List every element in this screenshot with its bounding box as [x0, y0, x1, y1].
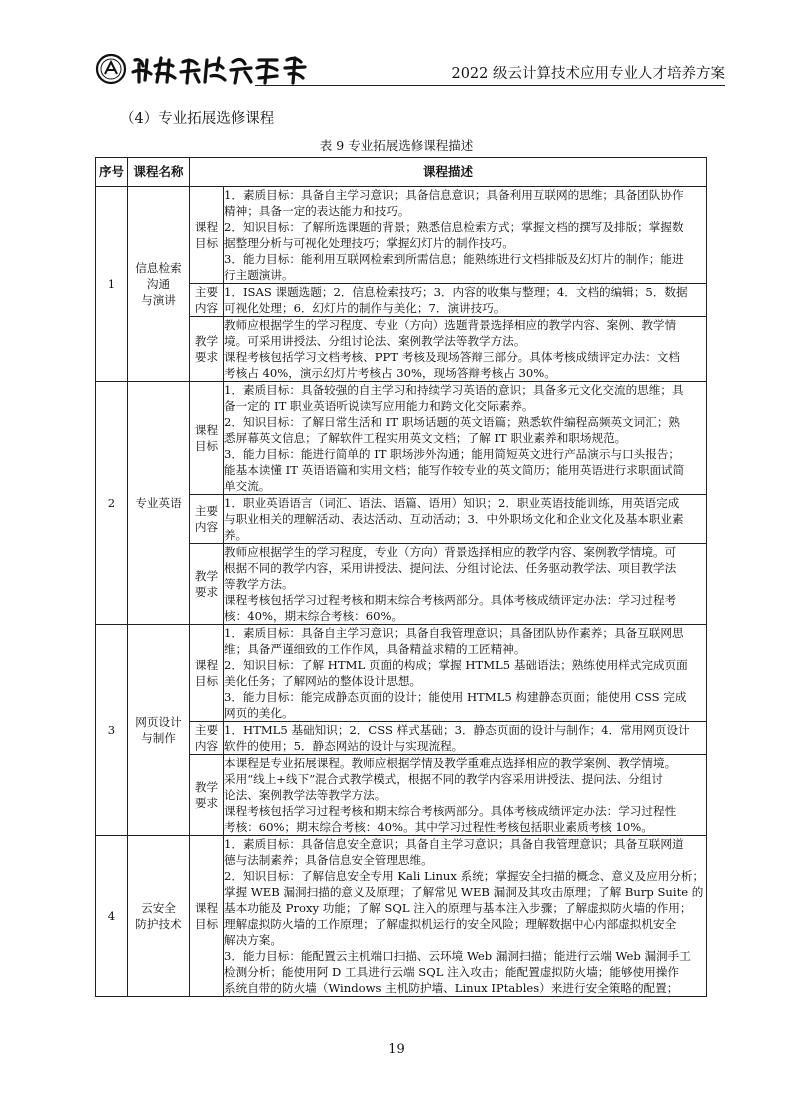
course-name-line: 沟通 — [146, 277, 171, 291]
section-label-line: 内容 — [194, 739, 219, 753]
description-line: 2．知识目标：了解信息安全专用 Kali Linux 系统；掌握安全扫描的概念、意义及应用分析； — [224, 869, 705, 883]
description-line: 能基本读懂 IT 英语语篇和实用文档；能写作较专业的英文简历；能用英语进行求职面试简 — [224, 463, 685, 477]
section-description — [224, 284, 707, 317]
description-line: 核：40%，期末综合考核：60%。 — [224, 609, 404, 623]
description-line: 本课程是专业拓展课程。教师应根据学情及教学重难点选择相应的教学案例、教学情境。 — [224, 756, 677, 770]
section-description — [224, 317, 707, 382]
table-row — [96, 836, 707, 997]
section-label-line: 目标 — [194, 439, 219, 453]
section-description — [224, 625, 707, 722]
course-name-line: 防护技术 — [135, 917, 182, 931]
description-line: 根据不同的教学内容，采用讲授法、提问法、分组讨论法、任务驱动教学法、项目教学法 — [224, 561, 677, 575]
section-label — [190, 625, 224, 722]
description-line: 2．知识目标：了解所选课题的背景；熟悉信息检索方式；掌握文档的撰写及排版；掌握数 — [224, 220, 684, 234]
section-label — [190, 187, 224, 284]
description-line: 考核占 40%，演示幻灯片考核占 30%，现场答辩考核占 30%。 — [224, 366, 556, 380]
section-label — [190, 382, 224, 495]
section-label-line: 主要 — [194, 285, 219, 299]
description-line: 1．素质目标：具备自主学习意识；具备自我管理意识；具备团队协作素养；具备互联网思 — [224, 626, 684, 640]
description-line: 3．能力目标：能进行简单的 IT 职场涉外沟通；能用简短英文进行产品演示与口头报告； — [224, 447, 681, 461]
description-line: 系统自带的防火墙（Windows 主机防护墙、Linux IPtables）来进行安全策略的配置； — [224, 981, 679, 995]
course-name — [128, 625, 190, 836]
description-line: 1．素质目标：具备较强的自主学习和持续学习英语的意识；具备多元文化交流的思维；具 — [224, 383, 684, 397]
section-description — [224, 495, 707, 544]
description-line: 行主题演讲。 — [224, 268, 294, 282]
description-line: 课程考核包括学习过程考核和期末综合考核两部分。具体考核成绩评定办法：学习过程考 — [224, 593, 677, 607]
description-line: 软件的使用；5．静态网站的设计与实现流程。 — [224, 739, 464, 753]
section-label-line: 目标 — [194, 236, 219, 250]
description-line: 解决方案。 — [224, 933, 282, 947]
section-label-line: 教学 — [194, 334, 219, 348]
description-line: 备一定的 IT 职业英语听说读写应用能力和跨文化交际素养。 — [224, 399, 534, 413]
section-label-line: 内容 — [194, 301, 219, 315]
section-description — [224, 544, 707, 625]
section-description — [224, 722, 707, 755]
course-name-line: 与制作 — [141, 731, 176, 745]
course-name-line: 专业英语 — [135, 496, 182, 510]
course-name-line: 网页设计 — [135, 715, 182, 729]
header-desc: 课程描述 — [190, 158, 707, 187]
description-line: 1．素质目标：具备自主学习意识；具备信息意识；具备利用互联网的思维；具备团队协作 — [224, 188, 684, 202]
description-line: 3．能力目标：能利用互联网检索到所需信息；能熟练进行文档排版及幻灯片的制作；能进 — [224, 252, 684, 266]
section-label-line: 要求 — [194, 350, 219, 364]
course-name-line: 云安全 — [141, 901, 176, 915]
section-label-line: 主要 — [194, 723, 219, 737]
section-description — [224, 755, 707, 836]
description-line: 1．HTML5 基础知识；2．CSS 样式基础；3．静态页面的设计与制作；4．常用网页设计 — [224, 723, 690, 737]
college-logo — [95, 52, 325, 86]
section-label — [190, 722, 224, 755]
page-number: 19 — [388, 1042, 405, 1057]
description-line: 1．ISAS 课题选题；2．信息检索技巧；3．内容的收集与整理；4．文档的编辑；5．数据 — [224, 285, 688, 299]
section-label-line: 目标 — [194, 917, 219, 931]
description-line: 教师应根据学生的学习程度，专业（方向）背景选择相应的教学内容、案例教学情境。可 — [224, 545, 677, 559]
description-line: 等教学方法。 — [224, 577, 294, 591]
description-line: 采用“线上+线下”混合式教学模式，根据不同的教学内容采用讲授法、提问法、分组讨 — [224, 772, 663, 786]
description-line: 单交流。 — [224, 479, 271, 493]
section-label-line: 教学 — [194, 780, 219, 794]
description-line: 美化任务；了解网站的整体设计思想。 — [224, 674, 422, 688]
course-name — [128, 836, 190, 997]
description-line: 境。可采用讲授法、分组讨论法、案例教学法等教学方法。 — [224, 334, 526, 348]
document-title: 2022 级云计算技术应用专业人才培养方案 — [451, 66, 725, 82]
description-line: 掌握 WEB 漏洞扫描的意义及原理；了解常见 WEB 漏洞及其攻击原理；了解 Burp Suite 的 — [224, 885, 704, 899]
course-description-table — [95, 157, 707, 997]
description-line: 基本功能及 Proxy 功能；了解 SQL 注入的原理与基本注入步骤；了解虚拟防火墙的作用； — [224, 901, 692, 915]
section-label — [190, 836, 224, 997]
course-name — [128, 187, 190, 382]
section-label — [190, 317, 224, 382]
course-number: 1 — [96, 187, 128, 382]
description-line: 网页的美化。 — [224, 706, 294, 720]
description-line: 悉屏幕英文信息；了解软件工程实用英文文档；了解 IT 职业素养和职场规范。 — [224, 431, 627, 445]
table-caption: 表 9 专业拓展选修课程描述 — [319, 138, 474, 153]
description-line: 3．能力目标：能配置云主机端口扫描、云环境 Web 漏洞扫描；能进行云端 Web 漏洞手工 — [224, 949, 691, 963]
table-header-row — [96, 158, 707, 187]
description-line: 据整理分析与可视化处理技巧；掌握幻灯片的制作技巧。 — [224, 236, 514, 250]
description-line: 可视化处理；6．幻灯片的制作与美化；7．演讲技巧。 — [224, 301, 506, 315]
description-line: 理解虚拟防火墙的工作原理；了解虚拟机运行的安全风险；理解数据中心内部虚拟机安全 — [224, 917, 677, 931]
description-line: 德与法制素养；具备信息安全管理思维。 — [224, 853, 433, 867]
description-line: 检测分析；能使用阿 D 工具进行云端 SQL 注入攻击；能配置虚拟防火墙；能够使用操作 — [224, 965, 679, 979]
section-label — [190, 544, 224, 625]
course-number: 4 — [96, 836, 128, 997]
course-name — [128, 382, 190, 625]
section-description — [224, 836, 707, 997]
description-line: 1．素质目标：具备信息安全意识；具备自主学习意识；具备自我管理意识；具备互联网道 — [224, 837, 684, 851]
description-line: 考核：60%；期末综合考核：40%。其中学习过程性考核包括职业素质考核 10%。 — [224, 820, 653, 834]
course-name-line: 与演讲 — [141, 293, 176, 307]
section-label-line: 课程 — [194, 658, 219, 672]
section-heading: （4）专业拓展选修课程 — [120, 111, 275, 127]
section-label — [190, 495, 224, 544]
section-label — [190, 755, 224, 836]
section-label-line: 内容 — [194, 520, 219, 534]
section-label-line: 教学 — [194, 569, 219, 583]
section-label-line: 课程 — [194, 901, 219, 915]
description-line: 精神；具备一定的表达能力和技巧。 — [224, 204, 410, 218]
section-label — [190, 284, 224, 317]
section-label-line: 主要 — [194, 504, 219, 518]
section-label-line: 课程 — [194, 423, 219, 437]
table-row — [96, 625, 707, 722]
table-body — [96, 187, 707, 997]
section-description — [224, 187, 707, 284]
description-line: 教师应根据学生的学习程度、专业（方向）选题背景选择相应的教学内容、案例、教学情 — [224, 318, 677, 332]
section-label-line: 要求 — [194, 796, 219, 810]
header-rule — [255, 85, 725, 86]
section-description — [224, 382, 707, 495]
header-name: 课程名称 — [128, 158, 190, 187]
course-number: 2 — [96, 382, 128, 625]
course-number: 3 — [96, 625, 128, 836]
description-line: 2．知识目标：了解日常生活和 IT 职场话题的英文语篇；熟悉软件编程高频英文词汇；熟 — [224, 415, 681, 429]
section-label-line: 课程 — [194, 220, 219, 234]
course-name-line: 信息检索 — [135, 261, 182, 275]
description-line: 1．职业英语语言（词汇、语法、语篇、语用）知识；2．职业英语技能训练，用英语完成 — [224, 496, 680, 510]
description-line: 与职业相关的理解活动、表达活动、互动活动；3．中外职场文化和企业文化及基本职业素 — [224, 512, 684, 526]
description-line: 论法、案例教学法等教学方法。 — [224, 788, 387, 802]
description-line: 课程考核包括学习过程考核和期末综合考核两部分。具体考核成绩评定办法：学习过程性 — [224, 804, 677, 818]
description-line: 3．能力目标：能完成静态页面的设计；能使用 HTML5 构建静态页面；能使用 CSS 完成 — [224, 690, 687, 704]
table-row — [96, 187, 707, 284]
description-line: 2．知识目标：了解 HTML 页面的构成；掌握 HTML5 基础语法；熟练使用样式完成页面 — [224, 658, 688, 672]
section-label-line: 要求 — [194, 585, 219, 599]
description-line: 课程考核包括学习文档考核、PPT 考核及现场答辩三部分。具体考核成绩评定办法：文档 — [224, 350, 680, 364]
description-line: 养。 — [224, 528, 248, 542]
description-line: 维；具备严谨细致的工作作风，具备精益求精的工匠精神。 — [224, 642, 526, 656]
header-num: 序号 — [96, 158, 128, 187]
section-label-line: 目标 — [194, 674, 219, 688]
table-row — [96, 382, 707, 495]
page-header — [95, 52, 725, 92]
